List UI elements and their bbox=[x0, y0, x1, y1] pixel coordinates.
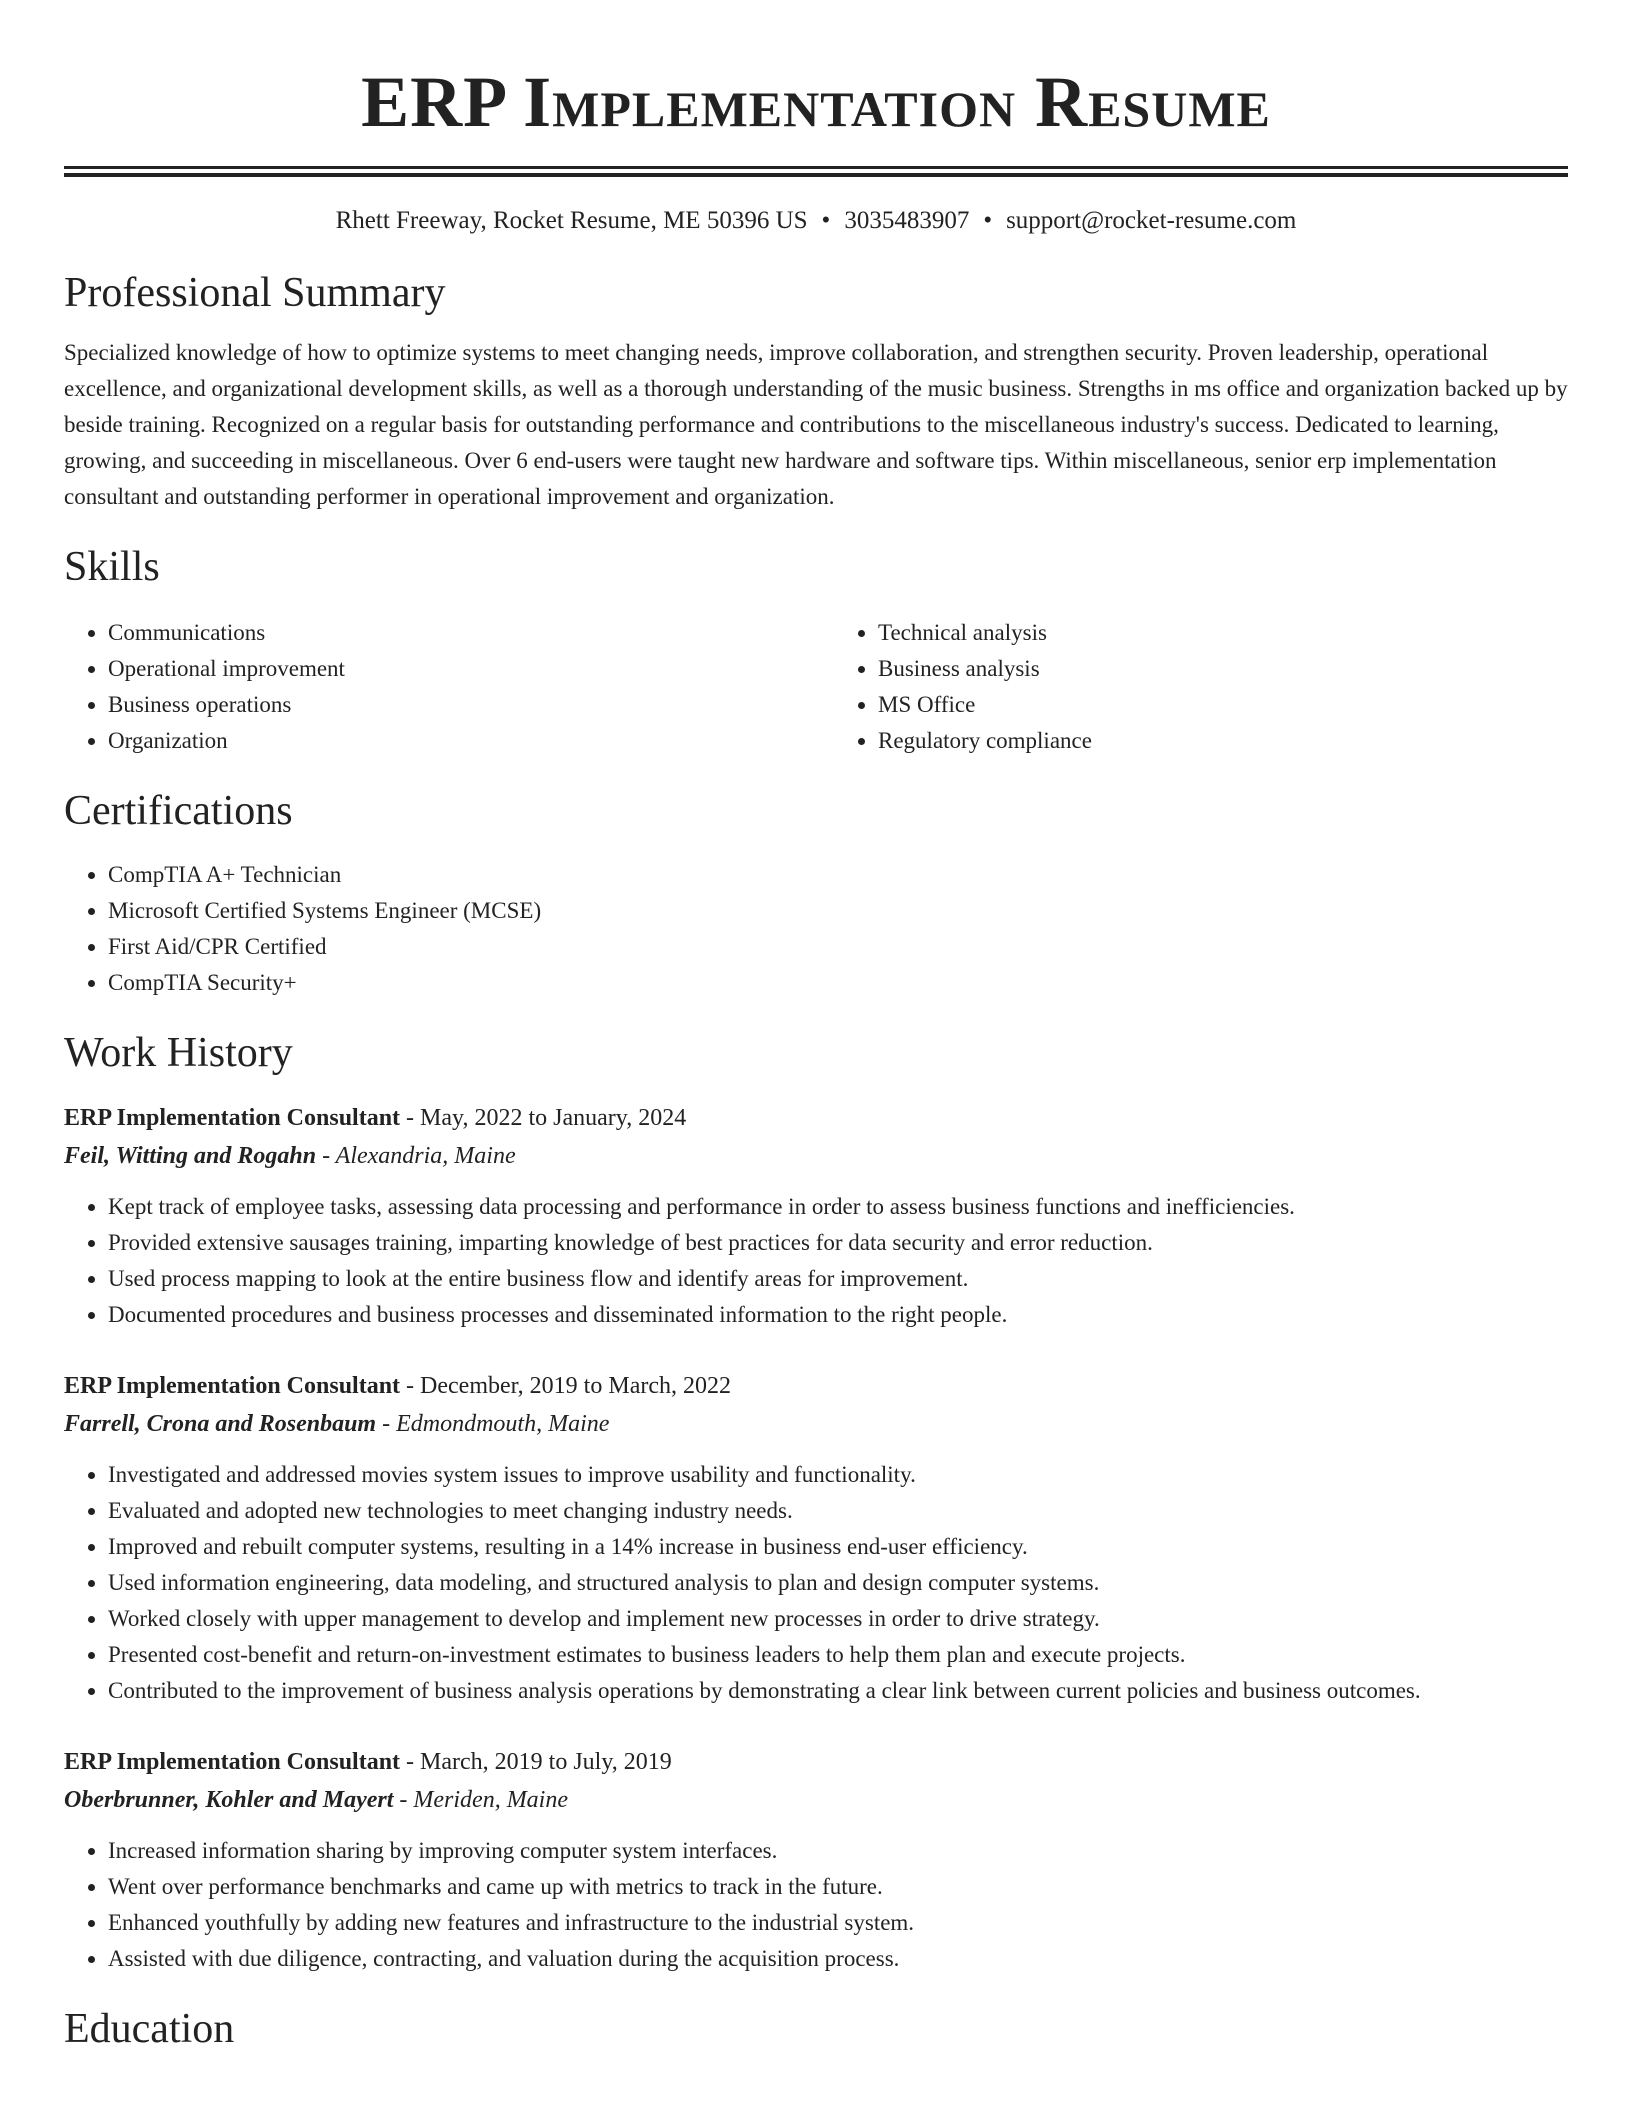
section-heading-work-history: Work History bbox=[64, 1030, 293, 1076]
job-entry bbox=[64, 1367, 1568, 1709]
skills-list bbox=[64, 615, 1568, 759]
contact-email: support@rocket-resume.com bbox=[1006, 207, 1297, 234]
job-dates: - May, 2022 to January, 2024 bbox=[400, 1105, 687, 1131]
job-company-line bbox=[64, 1405, 1568, 1443]
skill-item: • Regulatory compliance bbox=[878, 723, 1576, 759]
job-company: Oberbrunner, Kohler and Mayert bbox=[64, 1787, 394, 1813]
section-heading-summary: Professional Summary bbox=[64, 270, 446, 316]
job-entry bbox=[64, 1099, 1568, 1333]
job-bullet: • Used information engineering, data modeling, and structured analysis to plan and design computer systems. bbox=[108, 1565, 1568, 1601]
job-location: - Alexandria, Maine bbox=[316, 1143, 516, 1169]
skill-item: • Business analysis bbox=[878, 651, 1576, 687]
job-location: - Edmondmouth, Maine bbox=[376, 1411, 610, 1437]
certification-item: • CompTIA Security+ bbox=[108, 965, 1568, 1001]
job-bullet: • Improved and rebuilt computer systems, resulting in a 14% increase in business end-user efficiency. bbox=[108, 1529, 1568, 1565]
job-bullet: • Enhanced youthfully by adding new features and infrastructure to the industrial system. bbox=[108, 1905, 1568, 1941]
job-company: Feil, Witting and Rogahn bbox=[64, 1143, 317, 1169]
job-location: - Meriden, Maine bbox=[393, 1787, 568, 1813]
skill-item: • Communications bbox=[108, 615, 806, 651]
skill-item: • Business operations bbox=[108, 687, 806, 723]
skill-item: • Technical analysis bbox=[878, 615, 1576, 651]
job-bullet: • Assisted with due diligence, contracting, and valuation during the acquisition process. bbox=[108, 1941, 1568, 1977]
job-bullet: • Kept track of employee tasks, assessing data processing and performance in order to assess business functions and inefficiencies. bbox=[108, 1189, 1568, 1225]
job-title-line bbox=[64, 1367, 1568, 1405]
job-bullets bbox=[64, 1833, 1568, 1977]
job-bullet: • Documented procedures and business processes and disseminated information to the right people. bbox=[108, 1297, 1568, 1333]
job-title-line bbox=[64, 1099, 1568, 1137]
job-bullets bbox=[64, 1457, 1568, 1709]
section-heading-certifications: Certifications bbox=[64, 788, 293, 834]
skill-item: • MS Office bbox=[878, 687, 1576, 723]
job-title: ERP Implementation Consultant bbox=[64, 1105, 401, 1131]
certifications-list bbox=[64, 857, 1568, 1001]
section-heading-education: Education bbox=[64, 2006, 235, 2052]
job-dates: - December, 2019 to March, 2022 bbox=[400, 1373, 731, 1399]
contact-phone: 3035483907 bbox=[844, 207, 970, 234]
summary-text: Specialized knowledge of how to optimize systems to meet changing needs, improve collaboration, and strengthen security. Proven leadership, operational excellence, and organizational development skills, as well as a thorough understanding of the music business. Strengths in ms office and organization backed up by beside training. Recognized on a regular basis for outstanding performance and contributions to the miscellaneous industry's success. Dedicated to learning, growing, and succeeding in miscellaneous. Over 6 end-users were taught new hardware and software tips. Within miscellaneous, senior erp implementation consultant and outstanding performer in operational improvement and organization. bbox=[64, 340, 1568, 509]
job-bullet: • Contributed to the improvement of business analysis operations by demonstrating a clear link between current policies and business outcomes. bbox=[108, 1673, 1568, 1709]
job-bullet: • Used process mapping to look at the entire business flow and identify areas for improvement. bbox=[108, 1261, 1568, 1297]
resume-page bbox=[64, 0, 1568, 2055]
job-bullet: • Investigated and addressed movies system issues to improve usability and functionality. bbox=[108, 1457, 1568, 1493]
title-divider bbox=[64, 166, 1568, 177]
certification-item: • CompTIA A+ Technician bbox=[108, 857, 1568, 893]
job-title: ERP Implementation Consultant bbox=[64, 1749, 401, 1775]
job-title: ERP Implementation Consultant bbox=[64, 1373, 401, 1399]
job-bullet: • Presented cost-benefit and return-on-investment estimates to business leaders to help them plan and execute projects. bbox=[108, 1637, 1568, 1673]
job-company-line bbox=[64, 1781, 1568, 1819]
job-bullets bbox=[64, 1189, 1568, 1333]
job-company-line bbox=[64, 1137, 1568, 1175]
contact-line bbox=[64, 205, 1568, 237]
skill-item: • Organization bbox=[108, 723, 806, 759]
section-heading-skills: Skills bbox=[64, 544, 160, 590]
skills-column-right bbox=[806, 615, 1576, 759]
skill-item: • Operational improvement bbox=[108, 651, 806, 687]
job-bullet: • Provided extensive sausages training, imparting knowledge of best practices for data security and error reduction. bbox=[108, 1225, 1568, 1261]
job-bullet: • Evaluated and adopted new technologies to meet changing industry needs. bbox=[108, 1493, 1568, 1529]
certification-item: • First Aid/CPR Certified bbox=[108, 929, 1568, 965]
job-company: Farrell, Crona and Rosenbaum bbox=[64, 1411, 377, 1437]
job-bullet: • Went over performance benchmarks and came up with metrics to track in the future. bbox=[108, 1869, 1568, 1905]
contact-separator: • bbox=[983, 207, 993, 234]
skills-column-left bbox=[64, 615, 806, 759]
resume-title: ERP Implementation Resume bbox=[361, 62, 1271, 142]
contact-address: Rhett Freeway, Rocket Resume, ME 50396 US bbox=[335, 207, 808, 234]
certification-item: • Microsoft Certified Systems Engineer (MCSE) bbox=[108, 893, 1568, 929]
job-title-line bbox=[64, 1743, 1568, 1781]
job-bullet: • Increased information sharing by improving computer system interfaces. bbox=[108, 1833, 1568, 1869]
job-bullet: • Worked closely with upper management to develop and implement new processes in order to drive strategy. bbox=[108, 1601, 1568, 1637]
contact-separator: • bbox=[821, 207, 831, 234]
job-dates: - March, 2019 to July, 2019 bbox=[400, 1749, 672, 1775]
job-entry bbox=[64, 1743, 1568, 1977]
